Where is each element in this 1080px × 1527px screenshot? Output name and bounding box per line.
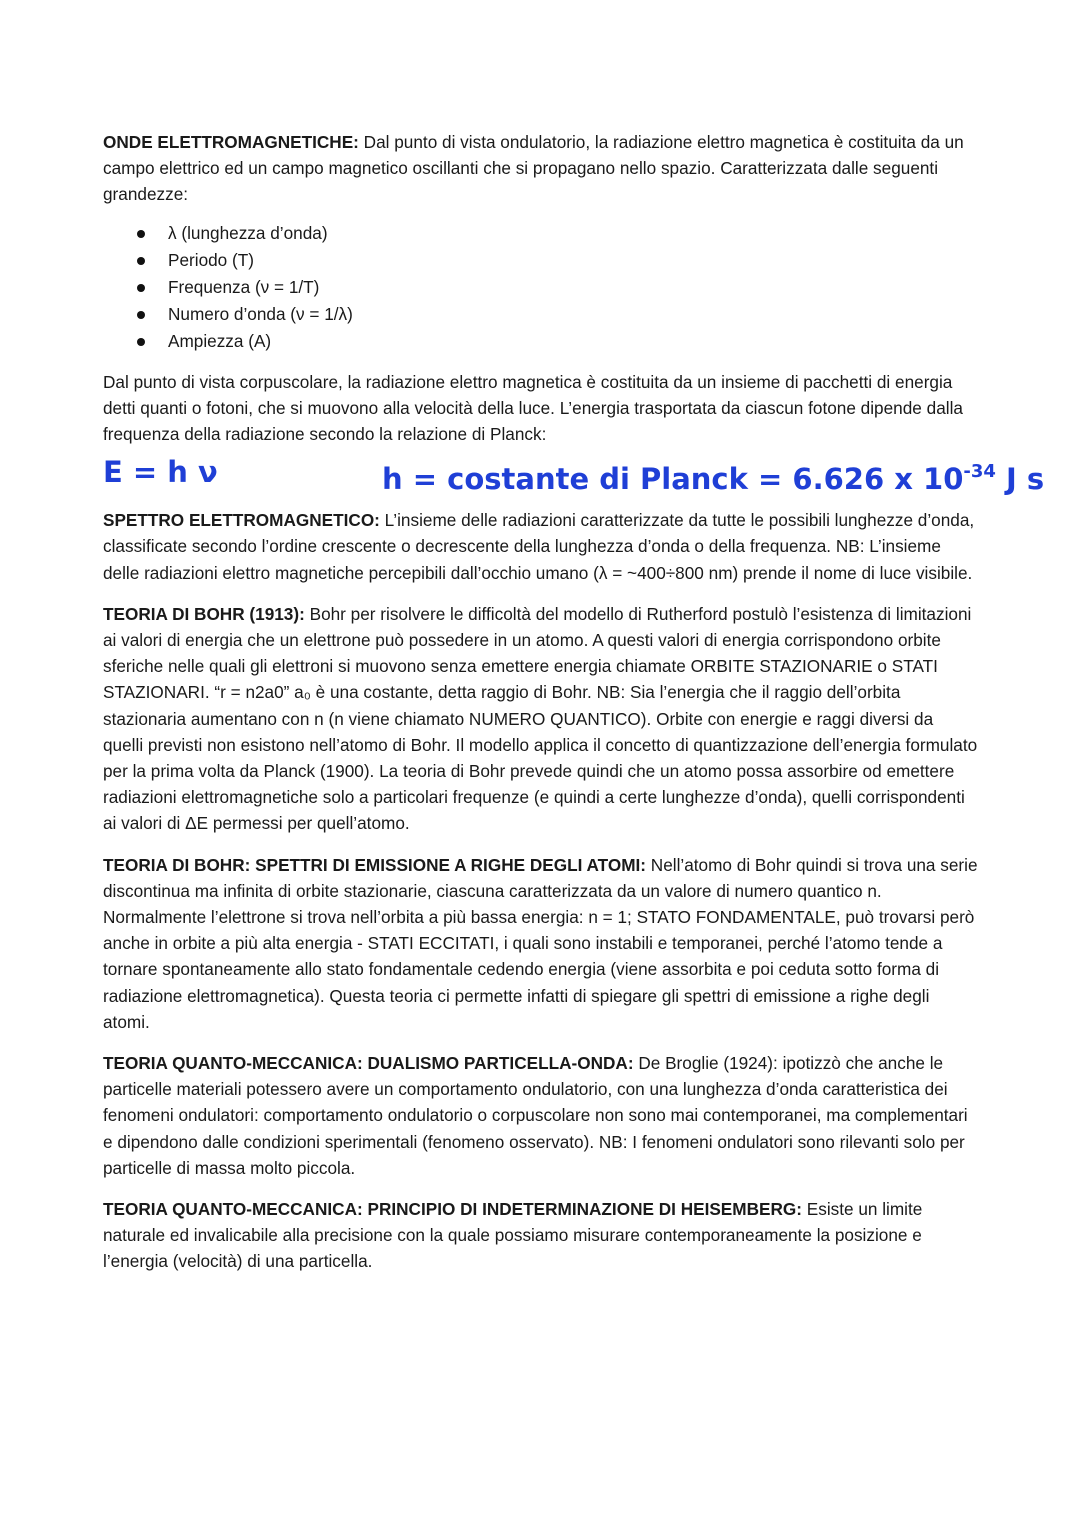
- dualismo-paragraph: [103, 1050, 978, 1181]
- onde-heading: ONDE ELETTROMAGNETICHE:: [103, 132, 359, 152]
- bohr-spettri-paragraph: [103, 852, 978, 1035]
- planck-equation: E = h ν: [103, 455, 218, 490]
- bohr-text: Bohr per risolvere le difficoltà del modello di Rutherford postulò l’esistenza di limitazioni ai valori di energia che un elettrone può possedere in un atomo. A questi valori di energia corrispondono orbite sferiche nelle quali gli elettroni si muovono senza emettere energia chiamate ORBITE STAZIONARIE o STATI STAZIONARI. “r = n2a0” a₀ è una costante, detta raggio di Bohr. NB: Sia l’energia che il raggio dell’orbita stazionaria aumentano con n (n viene chiamato NUMERO QUANTICO). Orbite con energie e raggi diversi da quelli previsti non esistono nell’atomo di Bohr. Il modello applica il concetto di quantizzazione dell’energia formulato per la prima volta da Planck (1900). La teoria di Bohr prevede quindi che un atomo possa assorbire od emettere radiazioni elettromagnetiche solo a particolari frequenze (e quindi a certe lunghezze d’onda), quelli corrispondenti ai valori di ΔE permessi per quell’atomo.: [103, 603, 978, 834]
- planck-constant: [382, 449, 1044, 502]
- bohr-spettri-heading: TEORIA DI BOHR: SPETTRI DI EMISSIONE A RIGHE DEGLI ATOMI:: [103, 854, 647, 875]
- list-item: Ampiezza (A): [103, 328, 978, 355]
- dualismo-heading: TEORIA QUANTO-MECCANICA: DUALISMO PARTICELLA-ONDA:: [103, 1053, 634, 1074]
- list-item: λ (lunghezza d’onda): [103, 220, 978, 247]
- bohr-paragraph: [103, 601, 978, 837]
- spettro-text: L’insieme delle radiazioni caratterizzate da tutte le possibili lunghezze d’onda, classificate secondo l’ordine crescente o decrescente della lunghezza d’onda o della frequenza. NB: L’insieme delle radiazioni elettro magnetiche percepibili dall’occhio umano (λ = ~400÷800 nm) prende il nome di luce visibile.: [103, 510, 975, 583]
- planck-constant-exponent: -34: [963, 461, 996, 483]
- heisenberg-paragraph: [103, 1196, 978, 1275]
- onde-quantities-list: [103, 220, 978, 356]
- spettro-paragraph: [103, 507, 978, 586]
- list-item: Frequenza (ν = 1/T): [103, 274, 978, 301]
- list-item: Numero d’onda (ν = 1/λ): [103, 301, 978, 328]
- bohr-spettri-text: Nell’atomo di Bohr quindi si trova una serie discontinua ma infinita di orbite stazionarie, ciascuna caratterizzata da un valore di numero quantico n. Normalmente l’elettrone si trova nell’orbita a più bassa energia: n = 1; STATO FONDAMENTALE, può trovarsi però anche in orbite a più alta energia - STATI ECCITATI, i quali sono instabili e temporanei, perché l’atomo tende a tornare spontaneamente allo stato fondamentale cedendo energia (viene assorbita e poi ceduta sotto forma di radiazione elettromagnetica). Questa teoria ci permette infatti di spiegare gli spettri di emissione a righe degli atomi.: [103, 854, 978, 1032]
- planck-formula: [103, 449, 1045, 497]
- list-item: Periodo (T): [103, 247, 978, 274]
- dualismo-text: De Broglie (1924): ipotizzò che anche le particelle materiali potessero avere un comportamento ondulatorio, con una lunghezza d’onda caratteristica dei fenomeni ondulatori: comportamento ondulatorio o corpuscolare non sono mai contemporanei, ma complementari e dipendono dalle condizioni sperimentali (fenomeno osservato). NB: I fenomeni ondulatori sono rilevanti solo per particelle di massa molto piccola.: [103, 1053, 968, 1178]
- onde-paragraph: [103, 129, 978, 208]
- planck-constant-unit: J s: [995, 462, 1045, 497]
- heisenberg-heading: TEORIA QUANTO-MECCANICA: PRINCIPIO DI INDETERMINAZIONE DI HEISEMBERG:: [103, 1199, 802, 1220]
- onde-text: Dal punto di vista ondulatorio, la radiazione elettro magnetica è costituita da un campo elettrico ed un campo magnetico oscillanti che si propagano nello spazio. Caratterizzata dalle seguenti grandezze:: [103, 132, 964, 205]
- corpuscolare-paragraph: Dal punto di vista corpuscolare, la radiazione elettro magnetica è costituita da un insieme di pacchetti di energia detti quanti o fotoni, che si muovono alla velocità della luce. L’energia trasportata da ciascun fotone dipende dalla frequenza della radiazione secondo la relazione di Planck:: [103, 371, 963, 444]
- heisenberg-text: Esiste un limite naturale ed invalicabile alla precisione con la quale possiamo misurare contemporaneamente la posizione e l’energia (velocità) di una particella.: [103, 1199, 923, 1272]
- bohr-heading: TEORIA DI BOHR (1913):: [103, 603, 305, 624]
- planck-constant-value: h = costante di Planck = 6.626 x 10: [382, 462, 964, 497]
- document-page: [103, 129, 1045, 1290]
- spettro-heading: SPETTRO ELETTROMAGNETICO:: [103, 510, 380, 531]
